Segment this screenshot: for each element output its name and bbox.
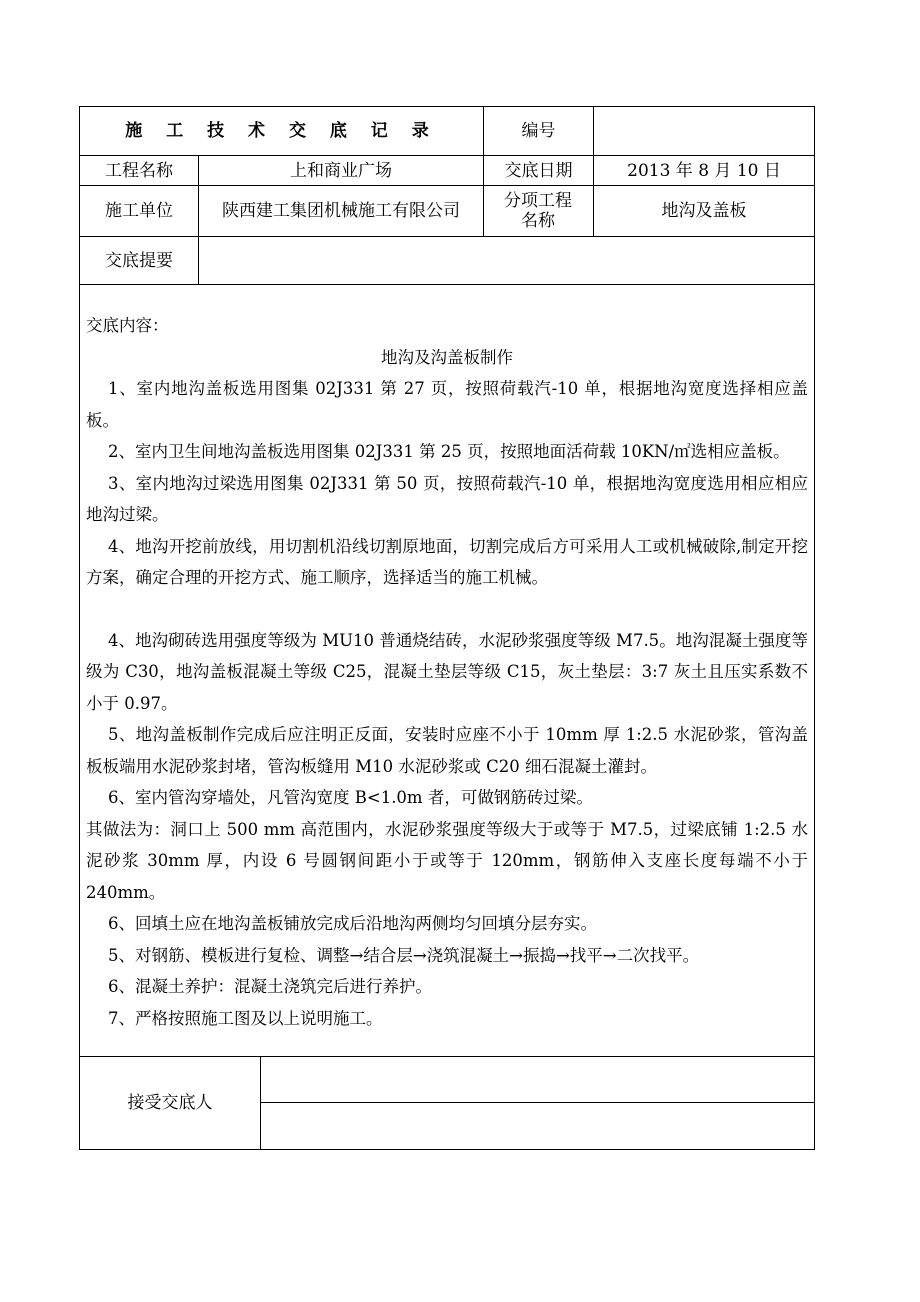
date-value[interactable]: 2013 年 8 月 10 日 (627, 160, 781, 181)
content-paragraph: 5、地沟盖板制作完成后应注明正反面，安装时应座不小于 10mm 厚 1:2.5 水泥砂浆，管沟盖板板端用水泥砂浆封堵，管沟板缝用 M10 水泥砂浆或 C20 细石混凝土灌封。 (86, 725, 808, 776)
row-divider (79, 284, 815, 285)
receiver-signature-field-2[interactable] (261, 1103, 814, 1149)
form-title: 施 工 技 术 交 底 记 录 (125, 121, 438, 141)
content-paragraph: 6、回填土应在地沟盖板铺放完成后沿地沟两侧均匀回填分层夯实。 (108, 914, 597, 933)
subproject-label: 分项工程名称 (504, 191, 572, 231)
content-paragraph: 3、室内地沟过梁选用图集 02J331 第 50 页，按照荷载汽-10 单，根据地沟宽度选用相应相应地沟过梁。 (86, 473, 808, 524)
receiver-signature-field-1[interactable] (261, 1057, 814, 1102)
content-paragraph: 6、混凝土养护：混凝土浇筑完后进行养护。 (108, 977, 432, 996)
number-field[interactable] (594, 107, 814, 155)
number-label: 编号 (521, 121, 556, 141)
content-paragraph: 7、严格按照施工图及以上说明施工。 (108, 1008, 383, 1028)
content-heading: 交底内容： (86, 316, 169, 335)
disclosure-content (86, 300, 808, 1034)
summary-label: 交底提要 (105, 250, 173, 271)
receiver-label: 接受交底人 (127, 1093, 213, 1113)
content-paragraph: 4、地沟砌砖选用强度等级为 MU10 普通烧结砖，水泥砂浆强度等级 M7.5。地沟混凝土强度等级为 C30，地沟盖板混凝土等级 C25，混凝土垫层等级 C15，灰土垫层：3:7 灰土且压实系数不小于 0.97。 (86, 630, 808, 713)
subproject-value[interactable]: 地沟及盖板 (661, 201, 747, 221)
table-border-bottom (79, 1149, 815, 1150)
unit-label: 施工单位 (105, 201, 173, 221)
content-paragraph: 1、室内地沟盖板选用图集 02J331 第 27 页，按照荷载汽-10 单，根据地沟宽度选择相应盖板。 (86, 379, 808, 430)
table-border-right (814, 106, 815, 1150)
content-paragraph: 4、地沟开挖前放线，用切割机沿线切割原地面，切割完成后方可采用人工或机械破除,制定开挖方案，确定合理的开挖方式、施工顺序，选择适当的施工机械。 (86, 536, 808, 587)
unit-value[interactable]: 陕西建工集团机械施工有限公司 (222, 201, 460, 221)
project-name-value[interactable]: 上和商业广场 (290, 160, 392, 181)
content-subtitle: 地沟及沟盖板制作 (381, 347, 513, 367)
spacer (86, 594, 808, 625)
content-paragraph: 6、室内管沟穿墙处，凡管沟宽度 B<1.0m 者，可做钢筋砖过梁。 (108, 788, 593, 807)
summary-value[interactable] (199, 237, 814, 284)
content-paragraph: 其做法为：洞口上 500 mm 高范围内，水泥砂浆强度等级大于或等于 M7.5，过梁底铺 1:2.5 水泥砂浆 30mm 厚，内设 6 号圆钢间距小于或等于 120mm，钢筋伸入支座长度每端不小于 240mm。 (86, 819, 808, 902)
content-paragraph: 5、对钢筋、模板进行复检、调整→结合层→浇筑混凝土→振捣→找平→二次找平。 (108, 945, 700, 965)
project-name-label: 工程名称 (105, 160, 173, 181)
date-label: 交底日期 (504, 160, 573, 181)
content-paragraph: 2、室内卫生间地沟盖板选用图集 02J331 第 25 页，按照地面活荷载 10KN/㎡选相应盖板。 (108, 442, 790, 461)
